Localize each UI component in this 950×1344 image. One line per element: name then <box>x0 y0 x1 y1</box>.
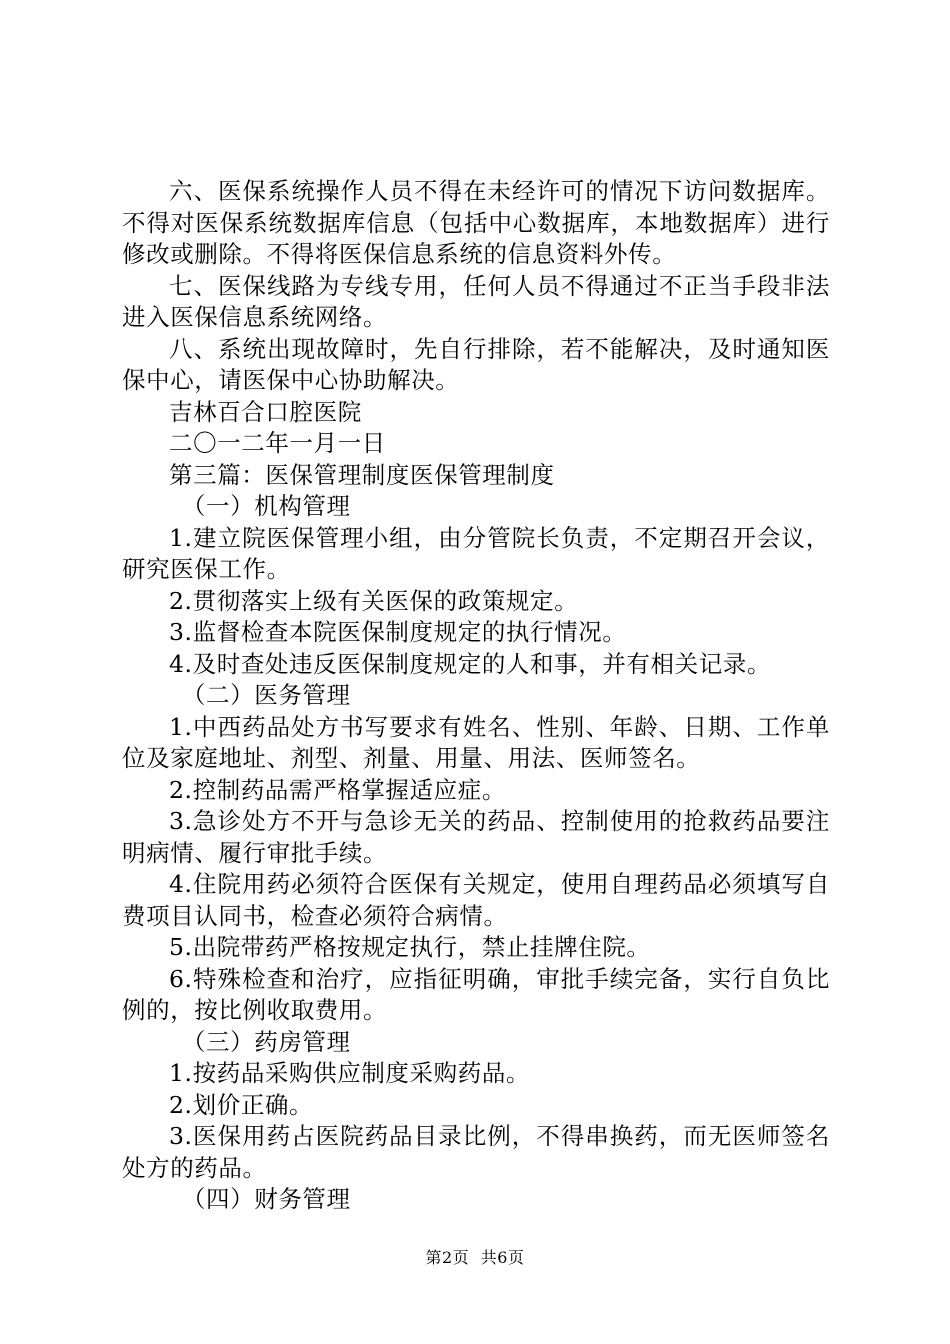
hospital-name: 吉林百合口腔医院 <box>169 397 362 426</box>
list-item: 3.监督检查本院医保制度规定的执行情况。 <box>169 618 627 646</box>
document-date: 二〇一二年一月一日 <box>169 429 386 457</box>
list-item: 4.住院用药必须符合医保有关规定，使用自理药品必须填写自费项目认同书，检查必须符合病情。 <box>122 870 830 930</box>
paragraph: 七、医保线路为专线专用，任何人员不得通过不正当手段非法进入医保信息系统网络。 <box>122 271 830 331</box>
section-heading: （四）财务管理 <box>181 1185 351 1213</box>
document-body <box>122 176 830 1216</box>
page-number: 第2页 <box>425 1248 470 1267</box>
page-total: 共6页 <box>480 1248 525 1267</box>
list-item: 1.中西药品处方书写要求有姓名、性别、年龄、日期、工作单位及家庭地址、剂型、剂量、用量、用法、医师签名。 <box>122 712 830 772</box>
paragraph: 八、系统出现故障时，先自行排除，若不能解决，及时通知医保中心，请医保中心协助解决。 <box>122 334 830 394</box>
list-item: 3.急诊处方不开与急诊无关的药品、控制使用的抢救药品要注明病情、履行审批手续。 <box>122 807 830 867</box>
list-item: 1.建立院医保管理小组，由分管院长负责，不定期召开会议，研究医保工作。 <box>122 523 830 583</box>
list-item: 1.按药品采购供应制度采购药品。 <box>169 1059 531 1087</box>
chapter-title: 第三篇：医保管理制度医保管理制度 <box>169 460 555 489</box>
list-item: 3.医保用药占医院药品目录比例，不得串换药，而无医师签名处方的药品。 <box>122 1122 830 1182</box>
section-heading: （三）药房管理 <box>181 1027 351 1056</box>
page-footer <box>0 1245 950 1268</box>
paragraph: 六、医保系统操作人员不得在未经许可的情况下访问数据库。不得对医保系统数据库信息（包括中心数据库，本地数据库）进行修改或删除。不得将医保信息系统的信息资料外传。 <box>122 177 830 268</box>
list-item: 4.及时查处违反医保制度规定的人和事，并有相关记录。 <box>169 649 772 678</box>
list-item: 2.控制药品需严格掌握适应症。 <box>169 775 506 804</box>
list-item: 2.贯彻落实上级有关医保的政策规定。 <box>169 586 579 615</box>
list-item: 6.特殊检查和治疗，应指征明确，审批手续完备，实行自负比例的，按比例收取费用。 <box>122 964 830 1024</box>
section-heading: （一）机构管理 <box>181 492 351 520</box>
section-heading: （二）医务管理 <box>181 681 351 709</box>
list-item: 5.出院带药严格按规定执行，禁止挂牌住院。 <box>169 933 651 961</box>
list-item: 2.划价正确。 <box>169 1090 314 1119</box>
